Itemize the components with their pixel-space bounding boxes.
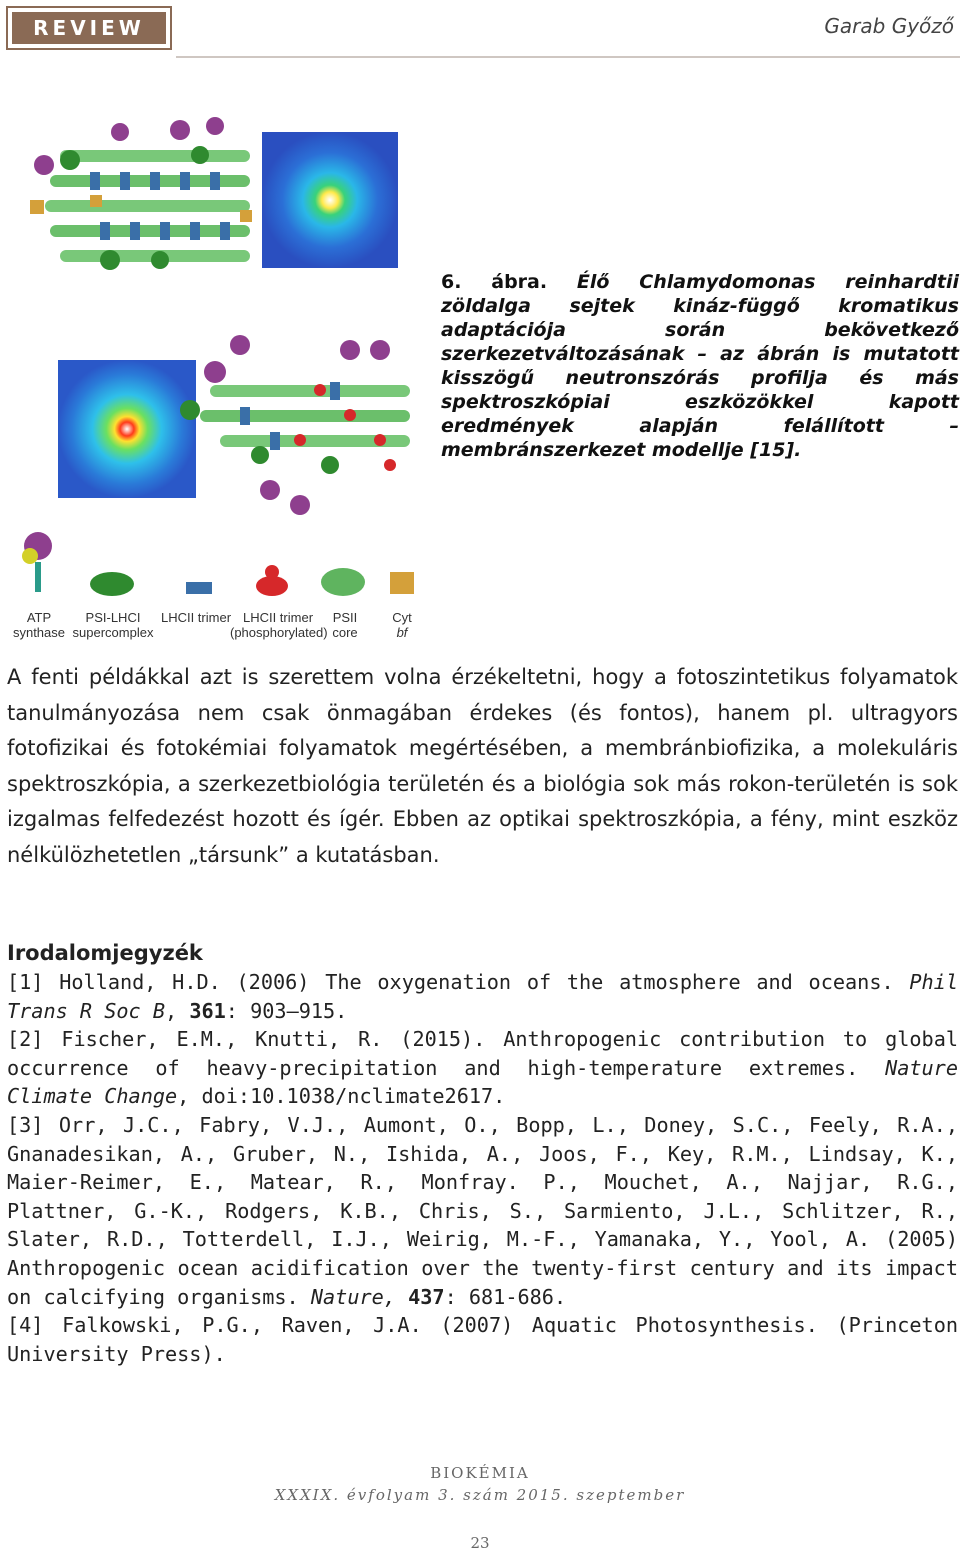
legend-label-line1: Cyt [392,610,412,625]
reference-journal: Nature Climate Change [7,1055,958,1109]
reference-text: [2] Fischer, E.M., Knutti, R. (2015). Anthropogenic contribution to global occurrence of heavy-precipitation and high-temperature extremes. [7,1027,958,1080]
lhcii-phosphorylated-icon [256,565,288,596]
reference-volume: 437 [408,1284,445,1309]
grana-stack-top [30,117,252,270]
scattering-pattern-1 [262,132,398,268]
caption-number: 6. ábra. [441,271,548,293]
legend-label-line2: (phosphorylated) [230,625,328,640]
legend-label-line1: PSI-LHCI [85,610,141,625]
author-name: Garab Győző [824,14,954,38]
atp-synthase-icon [22,532,52,592]
legend-label-line1: LHCII trimer [160,610,232,625]
legend-atp-synthase [8,610,70,640]
reference-journal: Phil Trans R Soc B [7,970,958,1023]
reference-text: [4] Falkowski, P.G., Raven, J.A. (2007) Aquatic Photosynthesis. (Princeton University Press). [7,1313,958,1366]
legend-cyt-bf [382,610,422,640]
grana-stack-bottom [180,335,410,515]
reference-pages: : 903–915. [225,998,348,1023]
reference-item [7,968,958,1025]
scattering-pattern-2 [58,360,196,498]
legend-label-line2: core [332,625,358,640]
section-label: REVIEW [12,12,166,44]
references-title: Irodalomjegyzék [7,941,203,965]
reference-text: [1] Holland, H.D. (2006) The oxygenation of the atmosphere and oceans. [7,970,910,994]
footer-journal: BIOKÉMIA [430,1464,530,1482]
reference-journal: Nature, [310,1284,396,1309]
legend-label-line2: synthase [12,625,66,640]
reference-text: [3] Orr, J.C., Fabry, V.J., Aumont, O., Bopp, L., Doney, S.C., Feely, R.A., Gnanadesikan, A., Gruber, N., Ishida, A., Joos, F., Key, R.M., Lindsay, K., Maier-Reimer, E., Matear, R., Monfray. P., Mouchet, A., Najjar, R.G., Plattner, G.-K., Rodgers, K.B., Chris, S., Sarmiento, J.L., Schlitzer, R., Slater, R.D., Totterdell, I.J., Weirig, M.-F., Yamanaka, Y., Yool, A. (2005) Anthropogenic ocean acidification over the twenty-first century and its impact on calcifying organisms. [7,1112,958,1309]
reference-separator [396,1285,408,1309]
legend-label-line2: bf [396,625,408,640]
legend-lhcii-trimer [158,610,234,625]
reference-separator: , [165,998,190,1023]
reference-list [7,968,958,1368]
reference-item [7,1311,958,1368]
reference-item [7,1025,958,1111]
legend-icons [22,532,414,596]
legend-label-line1: ATP [26,610,52,625]
figure-caption [441,270,959,462]
reference-item [7,1111,958,1311]
legend-lhcii-phosphorylated [230,610,326,640]
psi-lhci-icon [90,572,134,596]
cyt-bf-icon [390,572,414,594]
reference-volume: 361 [189,998,226,1023]
page-number: 23 [470,1534,490,1552]
header-rule [176,56,960,58]
psii-core-icon [321,568,365,596]
caption-text: Élő Chlamydomonas reinhardtii zöldalga sejtek kináz-függő kromatikus adaptációja során bekövetkező szerkezetváltozásának – az ábrán is mutatott kisszögű neutronszórás profilja és más spektroszkópiai eszközökkel kapott eredmények alapján felállított – membránszerkezet modellje [15]. [441,271,959,461]
body-paragraph: A fenti példákkal azt is szerettem volna érzékeltetni, hogy a fotoszintetikus folyamatok tanulmányozása nem csak önmagában érdekes (és fontos), hanem pl. ultragyors fotofizikai és fotokémiai folyamatok megértésében, a membránbiofizika, a molekuláris spektroszkópia, a szerkezetbiológia területén és a biológia sok más rokon-területén is sok izgalmas felfedezést hozott és ígér. Ebben az optikai spektroszkópia, a fény, mint eszköz nélkülözhetetlen „társunk” a kutatásban. [7,665,958,867]
reference-pages: : 681-686. [444,1284,567,1309]
reference-doi: , doi:10.1038/nclimate2617. [177,1084,506,1109]
legend-label-line1: LHCII trimer [242,610,314,625]
legend-label-line2: supercomplex [72,625,154,640]
legend-label-line1: PSII [332,610,358,625]
lhcii-trimer-icon [186,582,212,594]
legend-psi-lhci [72,610,154,640]
footer-issue: XXXIX. évfolyam 3. szám 2015. szeptember [274,1486,686,1504]
legend-psii-core [324,610,366,640]
